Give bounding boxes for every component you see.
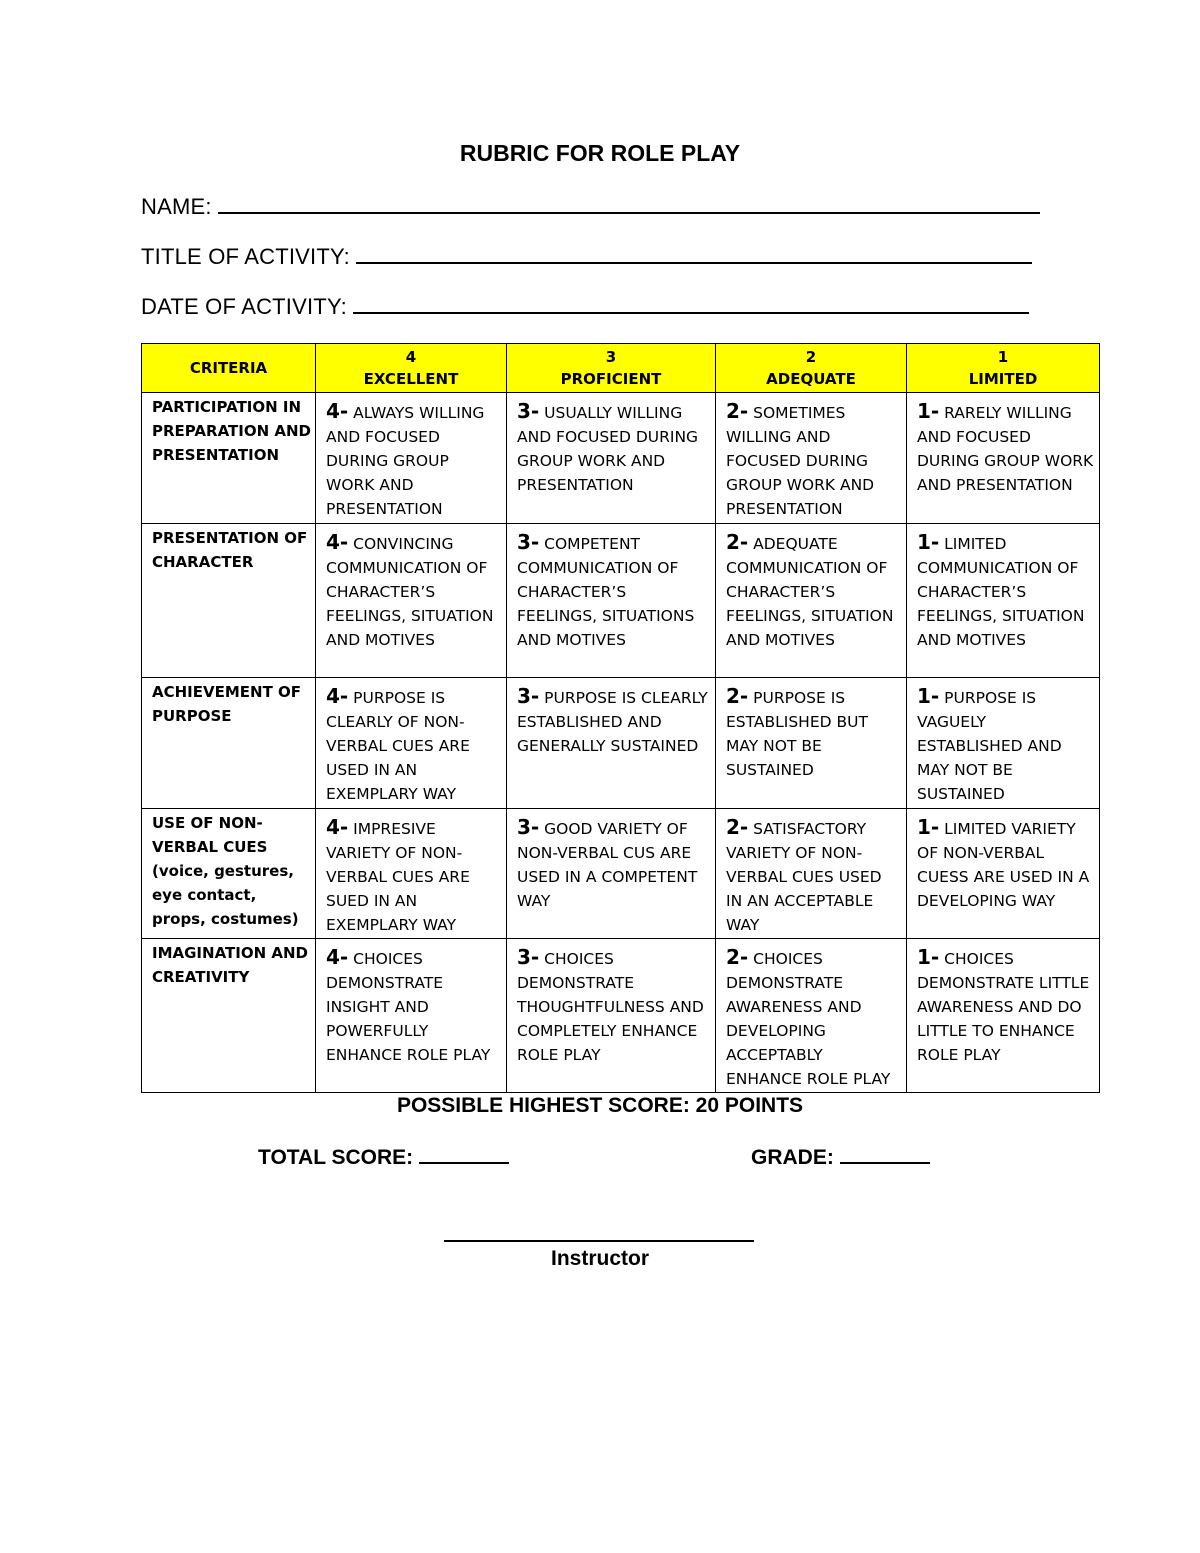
header-criteria: CRITERIA (142, 344, 316, 393)
score-cell (507, 524, 716, 678)
level-number: 1- (917, 684, 940, 708)
descriptor-text: ALWAYS WILLING AND FOCUSED DURING GROUP WORK AND PRESENTATION (326, 404, 485, 518)
descriptor-text: CHOICES DEMONSTRATE LITTLE AWARENESS AND DO LITTLE TO ENHANCE ROLE PLAY (917, 950, 1090, 1064)
level-number: 3- (517, 815, 540, 839)
rubric-table (141, 343, 1100, 1093)
score-cell (716, 524, 907, 678)
score-cell (907, 939, 1100, 1093)
score-cell (316, 809, 507, 939)
score-cell (316, 678, 507, 809)
descriptor-text: PURPOSE IS CLEARLY ESTABLISHED AND GENERALLY SUSTAINED (517, 689, 708, 755)
criteria-cell: PARTICIPATION IN PREPARATION AND PRESENTATION (142, 393, 316, 524)
score-cell (907, 678, 1100, 809)
criteria-cell: PRESENTATION OF CHARACTER (142, 524, 316, 678)
score-cell (716, 809, 907, 939)
descriptor-text: COMPETENT COMMUNICATION OF CHARACTER’S FEELINGS, SITUATIONS AND MOTIVES (517, 535, 695, 649)
criteria-cell: ACHIEVEMENT OF PURPOSE (142, 678, 316, 809)
header-col-3 (507, 344, 716, 393)
level-number: 4- (326, 530, 349, 554)
level-number: 4- (326, 815, 349, 839)
descriptor-text: SATISFACTORY VARIETY OF NON-VERBAL CUES USED IN AN ACCEPTABLE WAY (726, 820, 882, 934)
header-col-2-number: 2 (805, 348, 817, 366)
level-number: 2- (726, 945, 749, 969)
instructor-label: Instructor (550, 1247, 649, 1270)
level-number: 2- (726, 530, 749, 554)
level-number: 3- (517, 684, 540, 708)
score-cell (507, 809, 716, 939)
table-row (142, 393, 1100, 524)
header-col-4 (316, 344, 507, 393)
table-row (142, 524, 1100, 678)
level-number: 4- (326, 684, 349, 708)
descriptor-text: CONVINCING COMMUNICATION OF CHARACTER’S FEELINGS, SITUATION AND MOTIVES (326, 535, 494, 649)
score-cell (507, 678, 716, 809)
score-cell (507, 939, 716, 1093)
name-field[interactable] (141, 194, 1040, 220)
name-label: NAME: (141, 194, 212, 219)
score-cell (907, 393, 1100, 524)
level-number: 3- (517, 530, 540, 554)
score-cell (716, 678, 907, 809)
grade-label: GRADE: (751, 1146, 834, 1169)
header-col-4-label: EXCELLENT (363, 370, 459, 388)
header-col-3-number: 3 (605, 348, 617, 366)
score-cell (716, 393, 907, 524)
header-col-3-label: PROFICIENT (560, 370, 662, 388)
title-of-activity-blank-line[interactable] (356, 244, 1032, 264)
descriptor-text: ADEQUATE COMMUNICATION OF CHARACTER’S FEELINGS, SITUATION AND MOTIVES (726, 535, 894, 649)
header-col-1-number: 1 (997, 348, 1009, 366)
grade-field[interactable] (751, 1144, 930, 1170)
table-row (142, 678, 1100, 809)
total-score-blank[interactable] (419, 1144, 509, 1164)
criteria-cell: USE OF NON-VERBAL CUES (voice, gestures, eye contact, props, costumes) (142, 809, 316, 939)
descriptor-text: IMPRESIVE VARIETY OF NON-VERBAL CUES ARE SUED IN AN EXEMPLARY WAY (326, 820, 470, 934)
score-cell (316, 524, 507, 678)
level-number: 4- (326, 399, 349, 423)
descriptor-text: RARELY WILLING AND FOCUSED DURING GROUP WORK AND PRESENTATION (917, 404, 1094, 494)
descriptor-text: USUALLY WILLING AND FOCUSED DURING GROUP WORK AND PRESENTATION (517, 404, 699, 494)
header-col-4-number: 4 (405, 348, 417, 366)
descriptor-text: SOMETIMES WILLING AND FOCUSED DURING GROUP WORK AND PRESENTATION (726, 404, 875, 518)
title-of-activity-label: TITLE OF ACTIVITY: (141, 244, 350, 269)
title-of-activity-field[interactable] (141, 244, 1032, 270)
level-number: 3- (517, 945, 540, 969)
score-cell (316, 939, 507, 1093)
score-cell (907, 524, 1100, 678)
criteria-cell: IMAGINATION AND CREATIVITY (142, 939, 316, 1093)
level-number: 1- (917, 815, 940, 839)
descriptor-text: CHOICES DEMONSTRATE AWARENESS AND DEVELOPING ACCEPTABLY ENHANCE ROLE PLAY (726, 950, 891, 1088)
level-number: 1- (917, 530, 940, 554)
header-col-1 (907, 344, 1100, 393)
table-row (142, 809, 1100, 939)
possible-highest-score: POSSIBLE HIGHEST SCORE: 20 POINTS (396, 1094, 804, 1117)
descriptor-text: CHOICES DEMONSTRATE THOUGHTFULNESS AND COMPLETELY ENHANCE ROLE PLAY (517, 950, 704, 1064)
date-of-activity-field[interactable] (141, 294, 1029, 320)
score-cell (507, 393, 716, 524)
total-score-label: TOTAL SCORE: (258, 1146, 414, 1169)
descriptor-text: LIMITED VARIETY OF NON-VERBAL CUESS ARE USED IN A DEVELOPING WAY (917, 820, 1090, 910)
descriptor-text: PURPOSE IS CLEARLY OF NON-VERBAL CUES ARE USED IN AN EXEMPLARY WAY (326, 689, 470, 803)
descriptor-text: GOOD VARIETY OF NON-VERBAL CUS ARE USED IN A COMPETENT WAY (517, 820, 698, 910)
score-cell (316, 393, 507, 524)
descriptor-text: PURPOSE IS VAGUELY ESTABLISHED AND MAY NOT BE SUSTAINED (917, 689, 1062, 803)
descriptor-text: LIMITED COMMUNICATION OF CHARACTER’S FEELINGS, SITUATION AND MOTIVES (917, 535, 1085, 649)
descriptor-text: CHOICES DEMONSTRATE INSIGHT AND POWERFULLY ENHANCE ROLE PLAY (326, 950, 491, 1064)
level-number: 2- (726, 684, 749, 708)
page-title: RUBRIC FOR ROLE PLAY (459, 140, 741, 166)
header-col-2 (716, 344, 907, 393)
descriptor-text: PURPOSE IS ESTABLISHED BUT MAY NOT BE SUSTAINED (726, 689, 868, 779)
header-col-2-label: ADEQUATE (766, 370, 856, 388)
level-number: 2- (726, 815, 749, 839)
total-score-field[interactable] (258, 1144, 509, 1170)
score-cell (907, 809, 1100, 939)
level-number: 1- (917, 399, 940, 423)
date-of-activity-label: DATE OF ACTIVITY: (141, 294, 347, 319)
table-row (142, 939, 1100, 1093)
level-number: 2- (726, 399, 749, 423)
score-cell (716, 939, 907, 1093)
date-of-activity-blank-line[interactable] (353, 294, 1029, 314)
level-number: 3- (517, 399, 540, 423)
header-row (142, 344, 1100, 393)
level-number: 1- (917, 945, 940, 969)
level-number: 4- (326, 945, 349, 969)
grade-blank[interactable] (840, 1144, 930, 1164)
header-col-1-label: LIMITED (968, 370, 1038, 388)
signature-line[interactable] (444, 1240, 754, 1242)
name-blank-line[interactable] (218, 194, 1040, 214)
